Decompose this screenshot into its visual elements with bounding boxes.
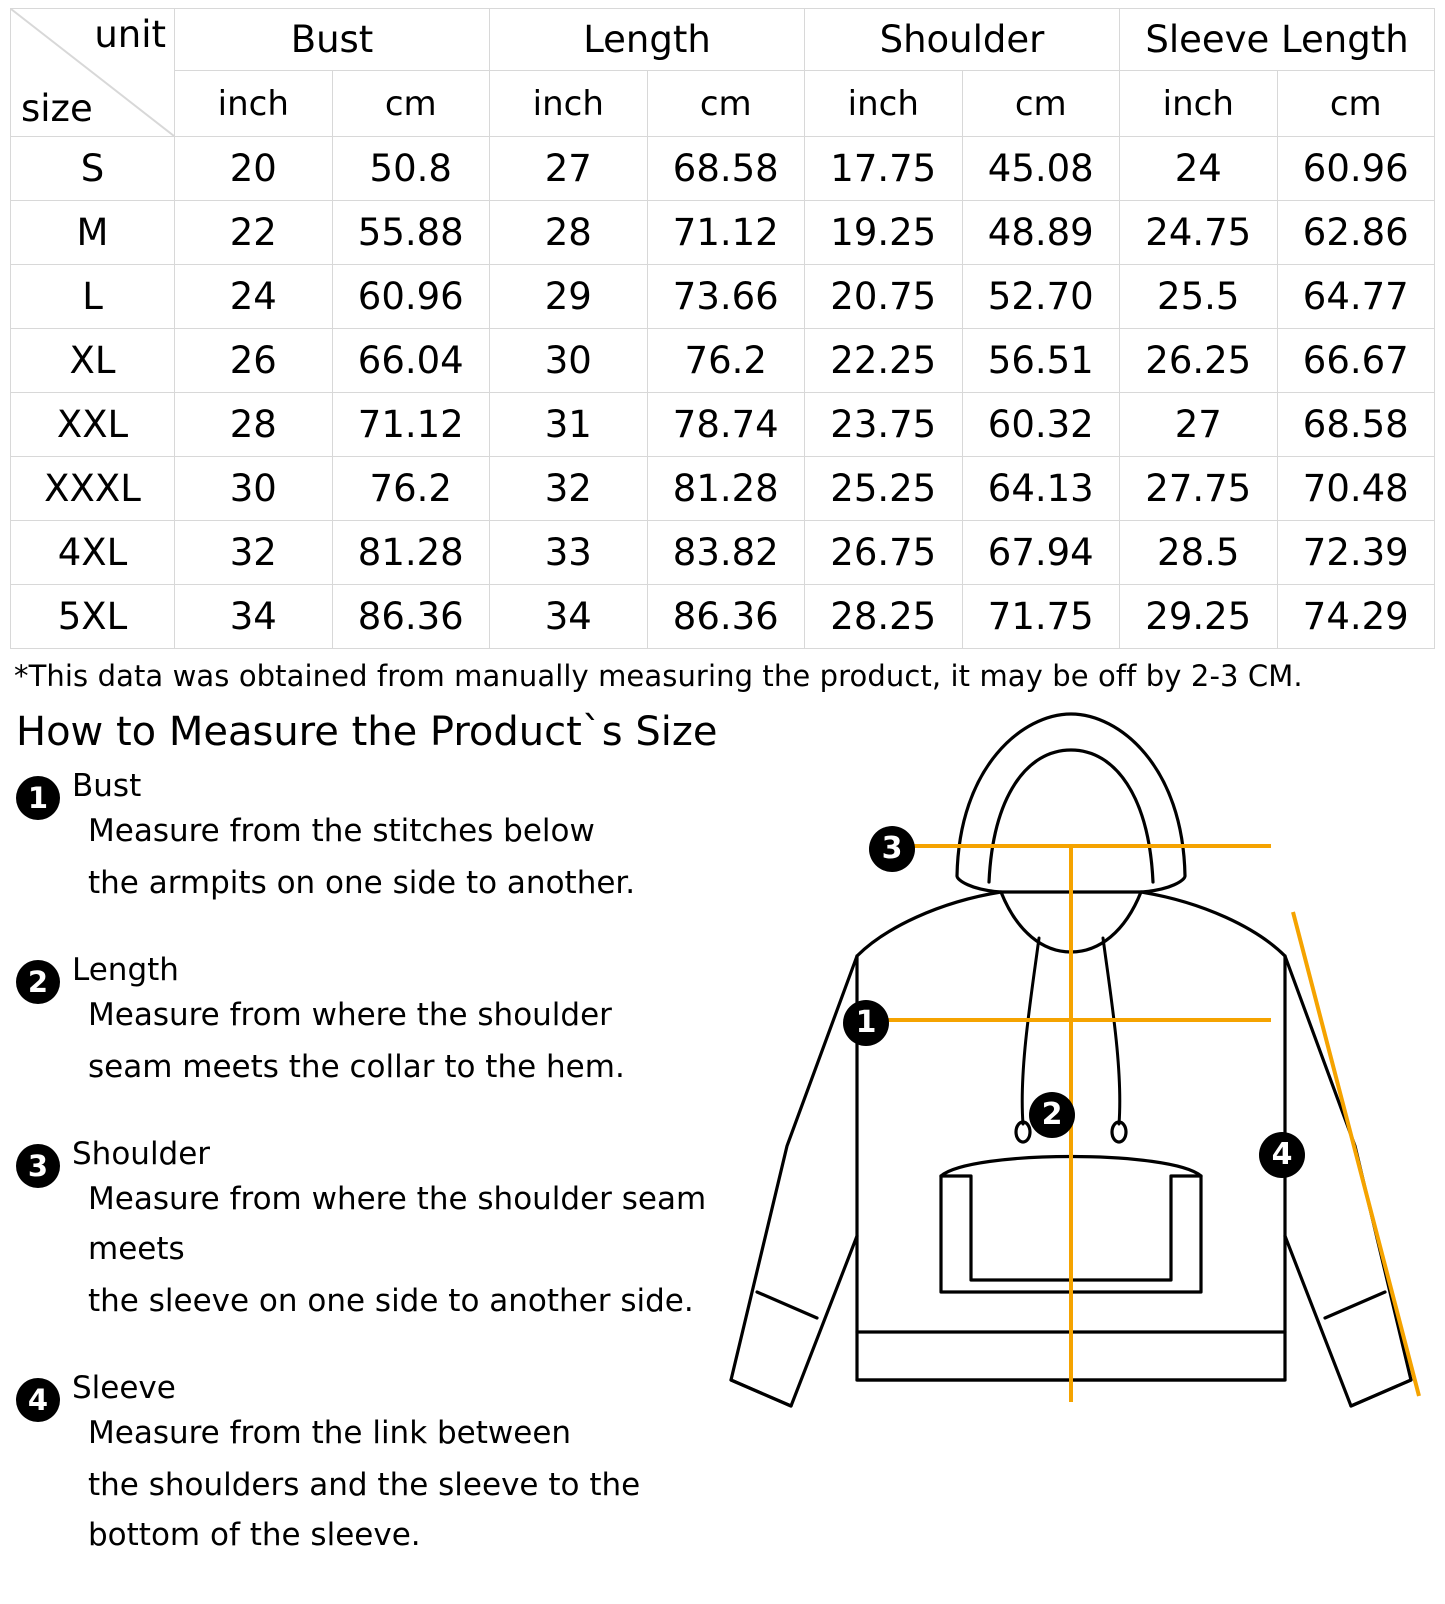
figure-badge-bust: 1 bbox=[843, 1000, 889, 1046]
row-size-label: XXXL bbox=[11, 457, 175, 521]
measure-label-bust: Bust bbox=[72, 768, 142, 804]
measure-badge-1: 1 bbox=[16, 776, 60, 820]
subheader-shoulder-inch: inch bbox=[805, 71, 963, 137]
cell-bust-cm: 81.28 bbox=[332, 521, 490, 585]
cell-bust-cm: 66.04 bbox=[332, 329, 490, 393]
cell-sleeve-cm: 72.39 bbox=[1277, 521, 1435, 585]
cell-length-inch: 29 bbox=[490, 265, 648, 329]
measure-desc-sleeve-line2: the shoulders and the sleeve to the bottom of the sleeve. bbox=[88, 1467, 641, 1553]
cell-bust-cm: 76.2 bbox=[332, 457, 490, 521]
table-row bbox=[11, 393, 1435, 457]
cell-length-cm: 78.74 bbox=[647, 393, 805, 457]
cell-shoulder-inch: 20.75 bbox=[805, 265, 963, 329]
measure-desc-bust-line2: the armpits on one side to another. bbox=[88, 865, 636, 901]
subheader-length-cm: cm bbox=[647, 71, 805, 137]
subheader-sleeve-cm: cm bbox=[1277, 71, 1435, 137]
measure-desc-bust-line1: Measure from the stitches below bbox=[88, 813, 595, 849]
how-to-measure-list bbox=[16, 768, 736, 1604]
cell-bust-inch: 22 bbox=[175, 201, 333, 265]
size-label-corner: size bbox=[21, 87, 93, 130]
group-header-bust: Bust bbox=[175, 9, 490, 71]
cell-shoulder-inch: 26.75 bbox=[805, 521, 963, 585]
measure-item-bust bbox=[16, 768, 736, 908]
cell-sleeve-cm: 60.96 bbox=[1277, 137, 1435, 201]
cell-sleeve-inch: 27.75 bbox=[1120, 457, 1278, 521]
cell-sleeve-cm: 68.58 bbox=[1277, 393, 1435, 457]
cell-bust-cm: 50.8 bbox=[332, 137, 490, 201]
cell-length-cm: 86.36 bbox=[647, 585, 805, 649]
cell-length-cm: 76.2 bbox=[647, 329, 805, 393]
figure-badge-length: 2 bbox=[1029, 1092, 1075, 1138]
table-row bbox=[11, 201, 1435, 265]
cell-sleeve-cm: 66.67 bbox=[1277, 329, 1435, 393]
group-header-length: Length bbox=[490, 9, 805, 71]
cell-length-inch: 27 bbox=[490, 137, 648, 201]
how-to-measure-title: How to Measure the Product`s Size bbox=[16, 709, 718, 755]
cell-length-inch: 32 bbox=[490, 457, 648, 521]
measure-badge-4: 4 bbox=[16, 1378, 60, 1422]
subheader-length-inch: inch bbox=[490, 71, 648, 137]
cell-shoulder-inch: 23.75 bbox=[805, 393, 963, 457]
cell-bust-inch: 34 bbox=[175, 585, 333, 649]
cell-shoulder-cm: 64.13 bbox=[962, 457, 1120, 521]
table-group-header-row bbox=[11, 9, 1435, 71]
size-table bbox=[10, 8, 1435, 649]
subheader-shoulder-cm: cm bbox=[962, 71, 1120, 137]
measure-item-sleeve bbox=[16, 1370, 736, 1560]
cell-shoulder-inch: 28.25 bbox=[805, 585, 963, 649]
cell-sleeve-cm: 64.77 bbox=[1277, 265, 1435, 329]
cell-length-cm: 81.28 bbox=[647, 457, 805, 521]
table-subheader-row bbox=[11, 71, 1435, 137]
cell-sleeve-inch: 27 bbox=[1120, 393, 1278, 457]
measure-label-sleeve: Sleeve bbox=[72, 1370, 176, 1406]
group-header-shoulder: Shoulder bbox=[805, 9, 1120, 71]
row-size-label: XXL bbox=[11, 393, 175, 457]
row-size-label: 4XL bbox=[11, 521, 175, 585]
cell-bust-inch: 32 bbox=[175, 521, 333, 585]
table-row bbox=[11, 585, 1435, 649]
subheader-bust-inch: inch bbox=[175, 71, 333, 137]
hoodie-illustration-icon bbox=[671, 680, 1441, 1450]
hoodie-diagram bbox=[671, 680, 1441, 1450]
cell-length-inch: 31 bbox=[490, 393, 648, 457]
table-row bbox=[11, 521, 1435, 585]
cell-shoulder-cm: 60.32 bbox=[962, 393, 1120, 457]
measurement-disclaimer: *This data was obtained from manually measuring the product, it may be off by 2-3 CM. bbox=[14, 659, 1303, 693]
measure-label-shoulder: Shoulder bbox=[72, 1136, 211, 1172]
cell-length-cm: 83.82 bbox=[647, 521, 805, 585]
cell-shoulder-inch: 17.75 bbox=[805, 137, 963, 201]
cell-bust-cm: 55.88 bbox=[332, 201, 490, 265]
figure-badge-sleeve: 4 bbox=[1259, 1132, 1305, 1178]
cell-sleeve-inch: 24 bbox=[1120, 137, 1278, 201]
group-header-sleeve-length: Sleeve Length bbox=[1120, 9, 1435, 71]
table-row bbox=[11, 137, 1435, 201]
measure-item-length bbox=[16, 952, 736, 1092]
cell-bust-inch: 30 bbox=[175, 457, 333, 521]
table-row bbox=[11, 457, 1435, 521]
table-row bbox=[11, 329, 1435, 393]
subheader-bust-cm: cm bbox=[332, 71, 490, 137]
measure-badge-3: 3 bbox=[16, 1144, 60, 1188]
cell-length-inch: 34 bbox=[490, 585, 648, 649]
measure-item-shoulder bbox=[16, 1136, 736, 1326]
row-size-label: S bbox=[11, 137, 175, 201]
unit-size-corner-cell bbox=[11, 9, 175, 137]
measure-desc-shoulder-line2: the sleeve on one side to another side. bbox=[88, 1283, 694, 1319]
measure-desc-length-line1: Measure from where the shoulder bbox=[88, 997, 612, 1033]
measure-desc-sleeve-line1: Measure from the link between bbox=[88, 1415, 572, 1451]
cell-length-inch: 33 bbox=[490, 521, 648, 585]
cell-sleeve-inch: 25.5 bbox=[1120, 265, 1278, 329]
cell-sleeve-inch: 29.25 bbox=[1120, 585, 1278, 649]
size-chart-page bbox=[0, 8, 1445, 1553]
measure-desc-length-line2: seam meets the collar to the hem. bbox=[88, 1049, 625, 1085]
measure-badge-2: 2 bbox=[16, 960, 60, 1004]
figure-badge-shoulder: 3 bbox=[869, 826, 915, 872]
cell-bust-inch: 24 bbox=[175, 265, 333, 329]
cell-shoulder-cm: 71.75 bbox=[962, 585, 1120, 649]
cell-shoulder-inch: 25.25 bbox=[805, 457, 963, 521]
subheader-sleeve-inch: inch bbox=[1120, 71, 1278, 137]
cell-bust-cm: 86.36 bbox=[332, 585, 490, 649]
cell-sleeve-cm: 74.29 bbox=[1277, 585, 1435, 649]
cell-sleeve-inch: 24.75 bbox=[1120, 201, 1278, 265]
row-size-label: L bbox=[11, 265, 175, 329]
cell-sleeve-inch: 28.5 bbox=[1120, 521, 1278, 585]
cell-bust-inch: 28 bbox=[175, 393, 333, 457]
cell-length-inch: 28 bbox=[490, 201, 648, 265]
measurement-guides bbox=[881, 846, 1419, 1402]
cell-sleeve-cm: 62.86 bbox=[1277, 201, 1435, 265]
cell-shoulder-inch: 19.25 bbox=[805, 201, 963, 265]
cell-shoulder-inch: 22.25 bbox=[805, 329, 963, 393]
row-size-label: 5XL bbox=[11, 585, 175, 649]
cell-bust-inch: 26 bbox=[175, 329, 333, 393]
cell-length-cm: 68.58 bbox=[647, 137, 805, 201]
cell-length-inch: 30 bbox=[490, 329, 648, 393]
row-size-label: XL bbox=[11, 329, 175, 393]
cell-sleeve-cm: 70.48 bbox=[1277, 457, 1435, 521]
cell-shoulder-cm: 48.89 bbox=[962, 201, 1120, 265]
cell-length-cm: 73.66 bbox=[647, 265, 805, 329]
cell-shoulder-cm: 67.94 bbox=[962, 521, 1120, 585]
cell-shoulder-cm: 52.70 bbox=[962, 265, 1120, 329]
table-row bbox=[11, 265, 1435, 329]
measure-desc-shoulder-line1: Measure from where the shoulder seam meets bbox=[88, 1181, 707, 1267]
cell-bust-cm: 60.96 bbox=[332, 265, 490, 329]
cell-length-cm: 71.12 bbox=[647, 201, 805, 265]
cell-bust-cm: 71.12 bbox=[332, 393, 490, 457]
cell-shoulder-cm: 56.51 bbox=[962, 329, 1120, 393]
measure-label-length: Length bbox=[72, 952, 179, 988]
cell-shoulder-cm: 45.08 bbox=[962, 137, 1120, 201]
cell-sleeve-inch: 26.25 bbox=[1120, 329, 1278, 393]
cell-bust-inch: 20 bbox=[175, 137, 333, 201]
unit-label: unit bbox=[94, 13, 166, 56]
row-size-label: M bbox=[11, 201, 175, 265]
